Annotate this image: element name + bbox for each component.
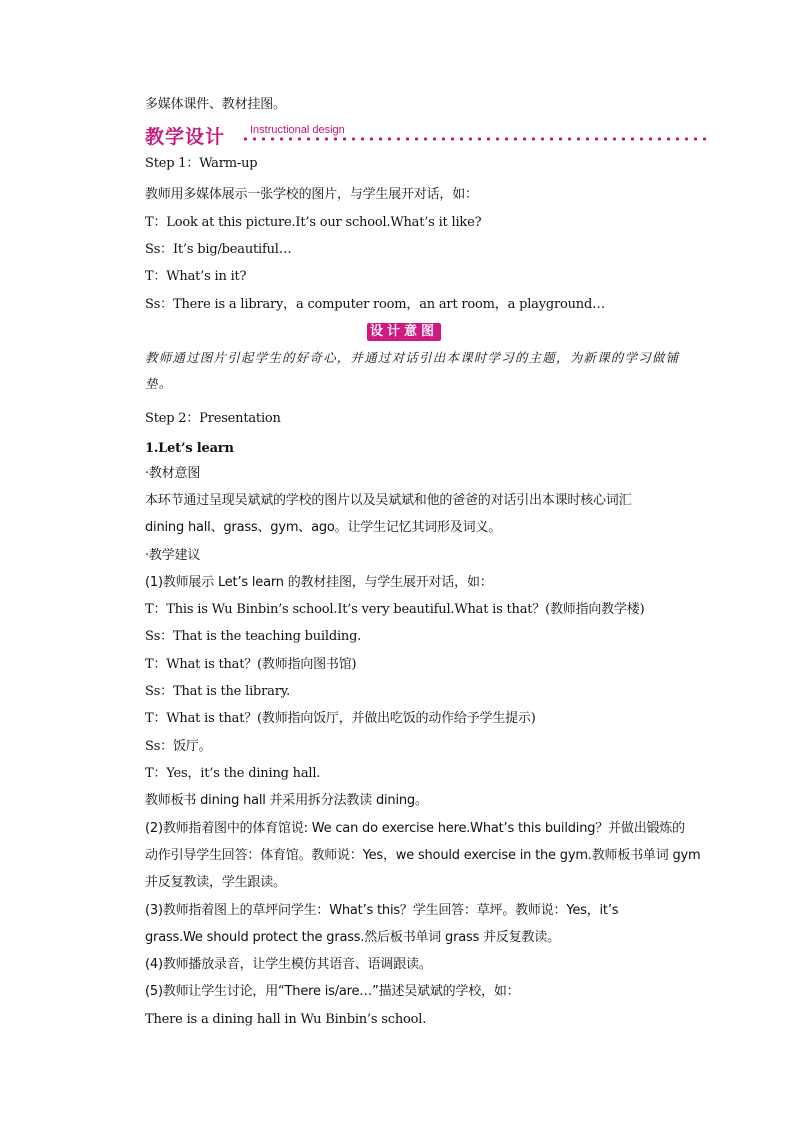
dialog-line: T：What’s in it? xyxy=(145,269,247,284)
lets-learn-heading: 1.Let’s learn xyxy=(145,441,234,456)
suggestion-3-text: grass.We should protect the grass.然后板书单词 grass 并反复教读。 xyxy=(145,930,560,945)
dotted-divider xyxy=(241,136,711,142)
board-note: 教师板书 dining hall 并采用拆分法教读 dining。 xyxy=(145,793,428,808)
textbook-intent-text: 本环节通过呈现吴斌斌的学校的图片以及吴斌斌和他的爸爸的对话引出本课时核心词汇 xyxy=(145,493,632,508)
suggestion-5-text: (5)教师让学生讨论，用“There is/are…”描述吴斌斌的学校，如： xyxy=(145,984,520,999)
dialog-line: Ss：That is the library. xyxy=(145,684,291,699)
example-sentence: There is a dining hall in Wu Binbin’s school. xyxy=(145,1012,427,1027)
dialog-line: Ss：That is the teaching building. xyxy=(145,629,362,644)
section-title-cn: 教学设计 xyxy=(145,126,226,148)
suggestion-4-text: (4)教师播放录音，让学生模仿其语音、语调跟读。 xyxy=(145,957,432,972)
dialog-line: Ss：饭厅。 xyxy=(145,739,212,754)
materials-line: 多媒体课件、教材挂图。 xyxy=(145,97,286,112)
dialog-line: T：Look at this picture.It’s our school.What’s it like? xyxy=(145,215,482,230)
suggestion-1-intro: (1)教师展示 Let’s learn 的教材挂图，与学生展开对话，如： xyxy=(145,575,493,590)
step1-intro: 教师用多媒体展示一张学校的图片，与学生展开对话，如： xyxy=(145,187,478,202)
suggestion-2-text: (2)教师指着图中的体育馆说: We can do exercise here.What’s this building？并做出锻炼的 xyxy=(145,821,685,836)
suggestion-3-text: (3)教师指着图上的草坪问学生：What’s this？学生回答：草坪。教师说：Yes，it’s xyxy=(145,903,619,918)
textbook-intent-label: ·教材意图 xyxy=(145,466,201,481)
dialog-line: T：Yes，it’s the dining hall. xyxy=(145,766,321,781)
design-intent-badge: 设计意图 xyxy=(367,323,441,341)
dialog-line: T：What is that？(教师指向饭厅，并做出吃饭的动作给予学生提示) xyxy=(145,711,536,726)
step1-heading: Step 1：Warm-up xyxy=(145,156,258,171)
design-intent-text: 教师通过图片引起学生的好奇心，并通过对话引出本课时学习的主题，为新课的学习做铺垫。 xyxy=(145,350,680,391)
section-header xyxy=(145,120,710,150)
teaching-suggest-label: ·教学建议 xyxy=(145,548,201,563)
dialog-line: T：This is Wu Binbin’s school.It’s very beautiful.What is that？(教师指向教学楼) xyxy=(145,602,645,617)
dialog-line: Ss：There is a library，a computer room，an art room，a playground… xyxy=(145,297,605,312)
step2-heading: Step 2：Presentation xyxy=(145,411,281,426)
suggestion-2-text: 并反复教读，学生跟读。 xyxy=(145,875,286,890)
section-title-en: Instructional design xyxy=(250,124,345,136)
textbook-intent-text: dining hall、grass、gym、ago。让学生记忆其词形及词义。 xyxy=(145,520,502,535)
dialog-line: Ss：It’s big/beautiful… xyxy=(145,242,292,257)
dialog-line: T：What is that？(教师指向图书馆) xyxy=(145,657,357,672)
suggestion-2-text: 动作引导学生回答：体育馆。教师说：Yes，we should exercise in the gym.教师板书单词 gym xyxy=(145,848,701,863)
